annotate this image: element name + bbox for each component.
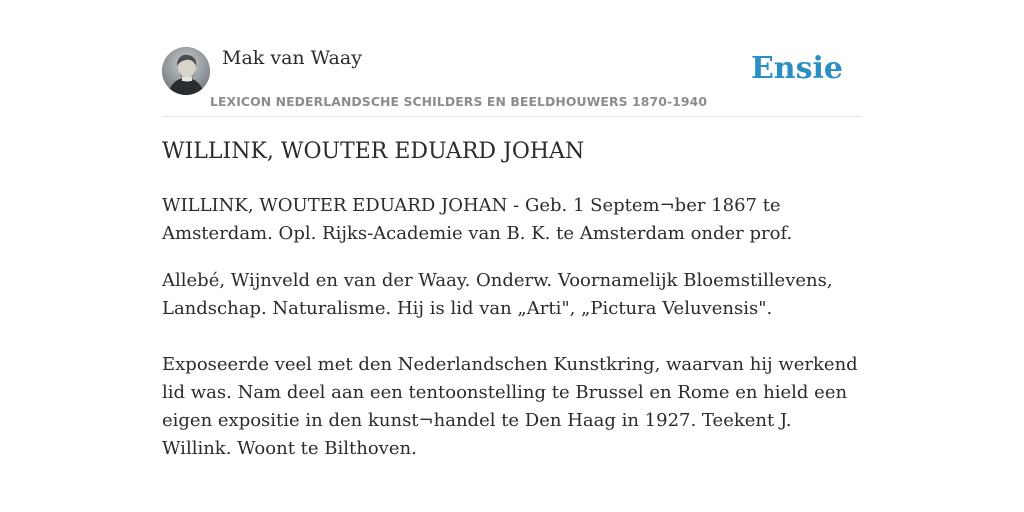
- source-lexicon-label[interactable]: LEXICON NEDERLANDSCHE SCHILDERS EN BEELDHOUWERS 1870-1940: [210, 94, 708, 109]
- portrait-image: [162, 47, 210, 95]
- header: [162, 46, 862, 117]
- article-paragraph: Exposeerde veel met den Nederlandschen Kunstkring, waarvan hij werkend lid was. Nam deel aan een tentoonstelling te Brussel en Rome en hield een eigen expositie in den kunst¬handel te Den Haag in 1927. Teekent J. Willink. Woont te Bilthoven.: [162, 354, 858, 459]
- article-paragraph: Allebé, Wijnveld en van der Waay. Onderw. Voornamelijk Bloemstillevens, Landschap. Naturalisme. Hij is lid van „Arti", „Pictura Veluvensis".: [162, 270, 833, 319]
- article-title: WILLINK, WOUTER EDUARD JOHAN: [162, 139, 585, 164]
- article-paragraph: WILLINK, WOUTER EDUARD JOHAN - Geb. 1 Septem¬ber 1867 te Amsterdam. Opl. Rijks-Academie van B. K. te Amsterdam onder prof.: [162, 195, 793, 244]
- ensie-logo[interactable]: Ensie: [750, 51, 843, 86]
- author-name[interactable]: Mak van Waay: [222, 47, 362, 69]
- author-avatar[interactable]: [162, 47, 210, 95]
